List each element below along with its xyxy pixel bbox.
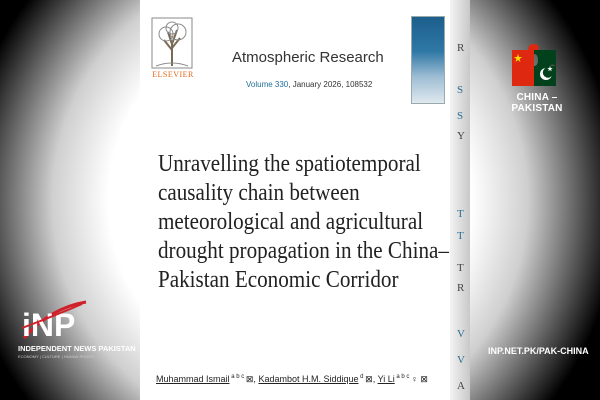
- sidebar-fragment-letter: T: [457, 208, 464, 220]
- author-name[interactable]: Kadambot H.M. Siddique: [258, 374, 359, 384]
- sidebar-fragment-letter: Y: [457, 130, 465, 142]
- journal-name[interactable]: Atmospheric Research: [232, 49, 384, 66]
- sidebar-fragment-letter: R: [457, 282, 465, 294]
- title-line: Unravelling the spatiotemporal: [158, 151, 421, 177]
- volume-link[interactable]: Volume 330: [246, 80, 289, 89]
- author-contact-icon[interactable]: ♀ ⊠: [411, 374, 428, 384]
- author-affiliation[interactable]: a b c: [394, 374, 412, 380]
- author-name[interactable]: Muhammad Ismail: [156, 374, 230, 384]
- svg-text:iNP: iNP: [22, 307, 76, 342]
- inp-brand-name: INDEPENDENT NEWS PAKISTAN: [18, 344, 136, 353]
- sidebar-fragment-letter: R: [457, 42, 465, 54]
- volume-line: [246, 80, 372, 89]
- article-title: [158, 150, 449, 295]
- inp-tagline: ECONOMY | CULTURE | HUMAN RIGHTS: [18, 354, 95, 359]
- elsevier-tree-icon: [150, 16, 194, 78]
- author-affiliation[interactable]: a b c: [229, 374, 246, 380]
- title-line: causality chain between: [158, 180, 360, 206]
- publisher-logo-text: ELSEVIER: [152, 70, 194, 79]
- sidebar-fragment-letter: S: [457, 84, 464, 96]
- china-pakistan-label: CHINA – PAKISTAN: [511, 92, 563, 114]
- journal-cover-image[interactable]: [411, 16, 445, 104]
- title-line: drought propagation in the China–: [158, 238, 449, 264]
- author-name[interactable]: Yi Li: [377, 374, 395, 384]
- title-line: Pakistan Economic Corridor: [158, 267, 399, 293]
- issue-info: , January 2026, 108532: [288, 80, 373, 89]
- sidebar-fragment-letter: S: [457, 110, 464, 122]
- inp-url[interactable]: INP.NET.PK/PAK-CHINA: [488, 346, 589, 356]
- inp-logo-icon: [20, 298, 90, 342]
- sidebar-fragment-letter: T: [457, 230, 464, 242]
- author-separator: ,: [372, 374, 378, 384]
- author-separator: ,: [253, 374, 259, 384]
- author-list: [156, 374, 428, 385]
- sidebar-strip: [450, 0, 470, 400]
- author-contact-icon[interactable]: ⊠: [365, 374, 373, 384]
- sidebar-fragment-letter: T: [457, 262, 464, 274]
- title-line: meteorological and agricultural: [158, 209, 424, 235]
- sidebar-fragment-letter: V: [457, 354, 465, 366]
- sidebar-fragment-letter: A: [457, 380, 465, 392]
- china-pakistan-flag-puzzle-icon: [510, 44, 558, 88]
- sidebar-fragment-letter: V: [457, 328, 465, 340]
- author-affiliation[interactable]: d: [358, 374, 366, 380]
- author-contact-icon[interactable]: ⊠: [245, 374, 254, 384]
